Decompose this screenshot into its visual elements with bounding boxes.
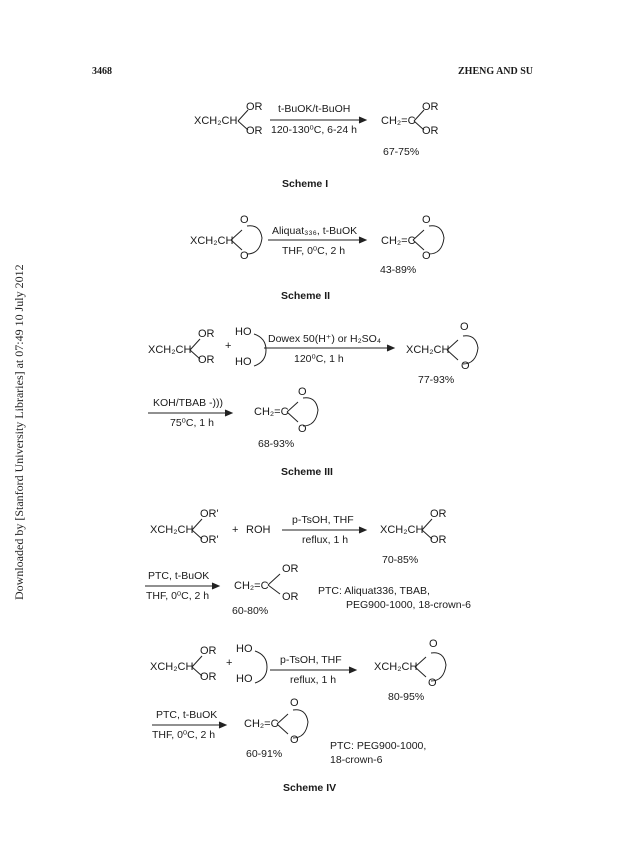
yield: 77-93% <box>418 374 455 386</box>
condition-top: p-TsOH, THF <box>292 514 354 526</box>
reagent: ROH <box>246 524 271 536</box>
download-note: Downloaded by [Stanford University Libraries] at 07:49 10 July 2012 <box>12 264 26 600</box>
ring-oxygen-bottom: O <box>428 677 437 689</box>
product-substituent-bottom: OR <box>422 125 439 137</box>
scheme-title: Scheme III <box>281 466 333 478</box>
substituent-top: OR <box>246 101 263 113</box>
yield: 67-75% <box>383 146 420 158</box>
ptc-note-line1: PTC: Aliquat336, TBAB, <box>318 585 430 597</box>
ring-oxygen-top: O <box>298 386 307 398</box>
condition-bottom: THF, 0⁰C, 2 h <box>152 729 216 741</box>
ring-oxygen-top: O <box>240 214 249 226</box>
ptc-note-line1: PTC: PEG900-1000, <box>330 740 427 752</box>
product: CH₂=C <box>254 406 289 418</box>
reactant: XCH₂CH <box>150 661 194 673</box>
page-number: 3468 <box>92 66 112 77</box>
ptc-note-line2: 18-crown-6 <box>330 754 383 766</box>
reaction-arrow <box>268 235 372 245</box>
product: XCH₂CH <box>380 524 424 536</box>
condition-bottom: THF, 0⁰C, 2 h <box>282 245 346 257</box>
substituent-bottom: OR <box>198 354 215 366</box>
condition-top: Dowex 50(H⁺) or H₂SO₄ <box>268 333 382 345</box>
yield: 68-93% <box>258 438 295 450</box>
condition-bottom: 120⁰C, 1 h <box>294 353 344 365</box>
substituent-top: OR <box>198 328 215 340</box>
ring-oxygen-top: O <box>290 697 299 709</box>
reactant: XCH₂CH <box>194 115 238 127</box>
substituent-top: OR <box>282 563 299 575</box>
condition-bottom: 120-130⁰C, 6-24 h <box>271 124 357 136</box>
diol-oh-top: HO <box>236 643 253 655</box>
condition-top: t-BuOK/t-BuOH <box>278 103 351 115</box>
condition-top: PTC, t-BuOK <box>148 570 210 582</box>
scheme-title: Scheme II <box>281 290 331 302</box>
substituent-bottom: OR <box>282 591 299 603</box>
substituent-top: OR' <box>200 508 219 520</box>
reactant: XCH₂CH <box>150 524 194 536</box>
yield: 70-85% <box>382 554 419 566</box>
diol-oh-top: HO <box>235 326 252 338</box>
substituent-bottom: OR <box>200 671 217 683</box>
yield: 43-89% <box>380 264 417 276</box>
ring-oxygen-bottom: O <box>422 250 431 262</box>
product: CH₂=C <box>381 235 416 247</box>
product: XCH₂CH <box>374 661 418 673</box>
substituent-top: OR <box>430 508 447 520</box>
ring-oxygen-bottom: O <box>290 734 299 746</box>
reactant: XCH₂CH <box>190 235 234 247</box>
substituent-bottom: OR <box>430 534 447 546</box>
plus-sign: + <box>225 340 232 352</box>
condition-top: KOH/TBAB -))) <box>153 397 223 409</box>
condition-top: PTC, t-BuOK <box>156 709 218 721</box>
reactant: XCH₂CH <box>148 344 192 356</box>
scheme-title: Scheme IV <box>283 782 337 794</box>
ring-oxygen-bottom: O <box>240 250 249 262</box>
ring-oxygen-top: O <box>460 321 469 333</box>
product: CH₂=C <box>381 115 416 127</box>
yield: 60-80% <box>232 605 269 617</box>
substituent-bottom: OR' <box>200 534 219 546</box>
product-substituent-top: OR <box>422 101 439 113</box>
diol-oh-bottom: HO <box>235 356 252 368</box>
ring-oxygen-bottom: O <box>461 360 470 372</box>
condition-bottom: reflux, 1 h <box>290 674 337 686</box>
condition-bottom: THF, 0⁰C, 2 h <box>146 590 210 602</box>
ring-oxygen-top: O <box>429 638 438 650</box>
condition-bottom: reflux, 1 h <box>302 534 349 546</box>
condition-bottom: 75⁰C, 1 h <box>170 417 214 429</box>
product: XCH₂CH <box>406 344 450 356</box>
plus-sign: + <box>226 657 233 669</box>
yield: 80-95% <box>388 691 425 703</box>
condition-top: Aliquat₃₃₆, t-BuOK <box>272 225 358 237</box>
ring-oxygen-bottom: O <box>298 423 307 435</box>
product: CH₂=C <box>244 718 279 730</box>
product: CH₂=C <box>234 580 269 592</box>
diol-oh-bottom: HO <box>236 673 253 685</box>
substituent-bottom: OR <box>246 125 263 137</box>
reaction-arrow <box>264 343 400 353</box>
condition-top: p-TsOH, THF <box>280 654 342 666</box>
substituent-top: OR <box>200 645 217 657</box>
scheme-title: Scheme I <box>282 178 329 190</box>
running-head: ZHENG AND SU <box>458 66 534 77</box>
ptc-note-line2: PEG900-1000, 18-crown-6 <box>346 599 471 611</box>
plus-sign: + <box>232 524 239 536</box>
ring-oxygen-top: O <box>422 214 431 226</box>
dioxolane-ring <box>412 216 452 264</box>
yield: 60-91% <box>246 748 283 760</box>
dioxolane-ring <box>230 216 270 264</box>
